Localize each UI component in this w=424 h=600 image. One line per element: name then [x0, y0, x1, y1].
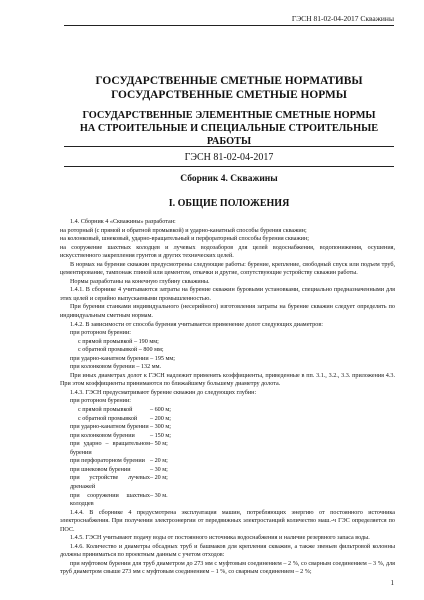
- list-item: при роторном бурении:: [70, 330, 131, 337]
- depth-row: [60, 432, 395, 441]
- title-block: [64, 74, 394, 148]
- depth-row: [60, 466, 395, 475]
- depth-label: при устройстве лучевых дренажей: [70, 475, 150, 490]
- paragraph: 1.4. Сборник 4 «Скважины» разработан:: [70, 219, 176, 225]
- depth-row: [60, 457, 395, 466]
- paragraph: 1.4.5. ГЭСН учитывают подачу воды от постоянного источника водоснабжения и наличие резервного запаса воды.: [70, 535, 370, 542]
- paragraph: на сооружение шахтных колодцев и лучевых водозаборов для целей водоснабжения, водопонижения, осушения, искусственного закрепления грунтов и других технических целей.: [60, 244, 395, 260]
- depth-value: – 20 м;: [150, 475, 168, 482]
- depth-label: с обратной промывкой: [78, 415, 138, 422]
- title-line-1: ГОСУДАРСТВЕННЫЕ СМЕТНЫЕ НОРМАТИВЫ: [95, 75, 363, 87]
- list-item: с обратной промывкой – 800 мм;: [78, 347, 164, 354]
- depth-row: [60, 492, 395, 509]
- title-line-4: НА СТРОИТЕЛЬНЫЕ И СПЕЦИАЛЬНЫЕ СТРОИТЕЛЬНЫЕ РАБОТЫ: [79, 123, 379, 147]
- depth-value: – 20 м;: [150, 458, 168, 465]
- depth-row: [60, 415, 395, 424]
- depth-value: – 30 м;: [150, 466, 168, 473]
- depth-row: [60, 440, 395, 457]
- list-item: при колонковом бурении – 132 мм.: [70, 364, 162, 371]
- depth-value: – 300 м;: [150, 424, 171, 431]
- collection-title: Сборник 4. Скважины: [180, 174, 278, 184]
- depth-row: [60, 406, 395, 415]
- depth-value: – 150 м;: [150, 432, 171, 439]
- depth-label: при ударно – вращательном бурении: [70, 441, 150, 456]
- list-item: при роторном бурении:: [70, 398, 131, 405]
- paragraph: на колонковый, шнековый, ударно-вращательный и перфораторный способы бурения скважин;: [60, 236, 309, 243]
- depth-value: – 50 м;: [150, 441, 168, 448]
- depth-label: при сооружении шахтных колодцев: [70, 492, 150, 508]
- title-line-3: ГОСУДАРСТВЕННЫЕ ЭЛЕМЕНТНЫЕ СМЕТНЫЕ НОРМЫ: [82, 110, 376, 121]
- depth-row: [60, 474, 395, 491]
- depth-value: – 200 м;: [150, 415, 171, 422]
- depth-label: с прямой промывкой: [78, 407, 133, 414]
- section-heading: I. ОБЩИЕ ПОЛОЖЕНИЯ: [168, 198, 290, 209]
- list-item: с прямой промывкой – 190 мм;: [78, 338, 159, 345]
- paragraph: Нормы разработаны на конечную глубину скважины.: [70, 278, 210, 285]
- depth-label: при перфораторном бурении: [70, 458, 145, 465]
- depth-label: при ударно-канатном бурении: [70, 424, 149, 431]
- depth-value: – 600 м;: [150, 407, 171, 414]
- page-number: 1: [390, 579, 394, 587]
- paragraph: При иных диаметрах долот к ГЭСН надлежит применять коэффициенты, приведенные в пп. 3.1., 3.2., 3.3. приложения 4.3. При этом коэффициенты принимаются по ближайшему большему диаметру долота.: [60, 372, 395, 388]
- document-code: ГЭСН 81-02-04-2017: [184, 152, 274, 163]
- paragraph: 1.4.3. ГЭСН предусматривают бурение скважин до следующих глубин:: [70, 389, 257, 396]
- paragraph: при муфтовом бурении для труб диаметром до 273 мм с муфтовым соединением – 2 %, со сварным соединением – 3 %, для труб диаметром свыше 273 мм с муфтовым соединением – 1 %, со сварным соединением – 2 %;: [60, 560, 395, 576]
- document-reference: ГЭСН 81-02-04-2017 Скважины: [291, 14, 394, 23]
- paragraph: 1.4.4. В сборнике 4 предусмотрена эксплуатация машин, потребляющих энергию от постоянного источника электроснабжения. При получении электроэнергии от передвижных электростанций количество маш.-ч ГЭС определяется по ПОС.: [60, 509, 395, 533]
- code-bottom-divider: [64, 166, 394, 167]
- paragraph: 1.4.6. Количество и диаметры обсадных труб и башмаков для крепления скважин, а также звеньев фильтровой колонны должны приниматься по проектным данным с учетом отходов:: [60, 543, 395, 559]
- paragraph: При бурении станками индивидуального (несерийного) изготовления затраты на бурение скважин следует определять по индивидуальным сметным нормам.: [60, 304, 395, 320]
- depth-label: при колонковом бурении: [70, 432, 135, 439]
- list-item: при ударно-канатном бурении – 195 мм;: [70, 355, 175, 362]
- body-text: [60, 218, 395, 577]
- paragraph: 1.4.1. В сборнике 4 учитываются затраты на бурение скважин буровыми установками, специально предназначенными для этих целей и серийно выпускаемыми промышленностью.: [60, 287, 395, 302]
- header-divider: [64, 25, 394, 26]
- paragraph: 1.4.2. В зависимости от способа бурения учитывается применение долот следующих диаметров:: [70, 321, 323, 328]
- code-top-divider: [64, 146, 394, 147]
- title-line-2: ГОСУДАРСТВЕННЫЕ СМЕТНЫЕ НОРМЫ: [111, 89, 347, 101]
- depth-list: [60, 406, 395, 509]
- depth-row: [60, 423, 395, 432]
- depth-label: при шнековом бурении: [70, 466, 131, 473]
- paragraph: В нормах на бурение скважин предусмотрены следующие работы: бурение, крепление, свободный спуск или подъем труб, цементирование, тампонаж глиной или цементом, откачки и другие, сопутствующие устройству скважин работы.: [60, 261, 395, 277]
- paragraph: на роторный (с прямой и обратной промывкой) и ударно-канатный способы бурения скважин;: [60, 227, 307, 234]
- depth-value: – 30 м.: [150, 492, 168, 499]
